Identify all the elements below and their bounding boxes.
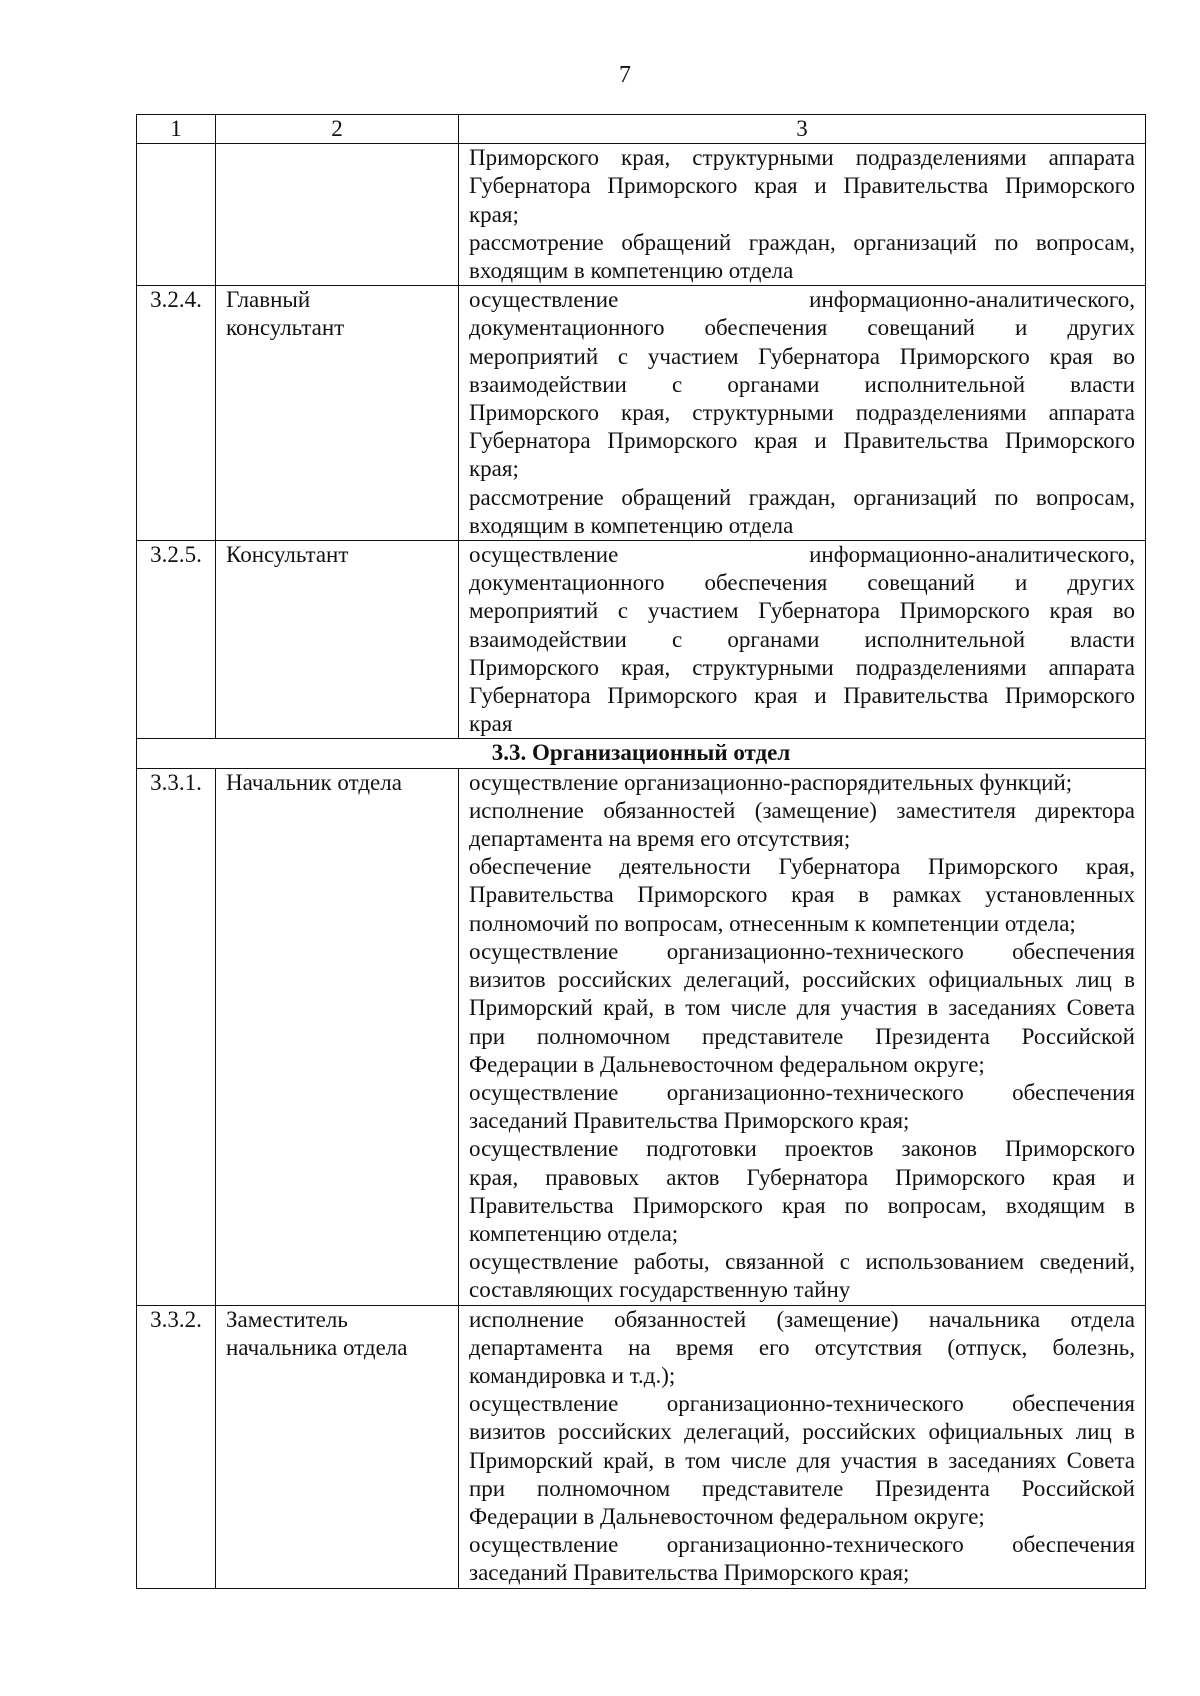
row-code: 3.3.1. bbox=[137, 768, 216, 1305]
duty-item bbox=[459, 229, 1145, 285]
duty-item bbox=[459, 797, 1145, 853]
duty-item bbox=[459, 769, 1145, 797]
duty-line: составляющих государственную тайну bbox=[469, 1277, 851, 1303]
duty-line: Губернатора Приморского края и Правительства Приморского bbox=[469, 428, 1135, 454]
section-row bbox=[137, 739, 1146, 768]
duty-line: Федерации в Дальневосточном федеральном округе; bbox=[469, 1503, 985, 1529]
duty-line: исполнение обязанностей (замещение) начальника отдела bbox=[469, 1306, 1135, 1332]
duty-line: Приморского края, структурными подразделениями аппарата bbox=[469, 400, 1135, 426]
page-number: 7 bbox=[619, 62, 631, 88]
duty-line: Федерации в Дальневосточном федеральном округе; bbox=[469, 1051, 985, 1077]
duties-table bbox=[136, 114, 1146, 1589]
duty-line: осуществление организационно-распорядительных функций; bbox=[469, 769, 1073, 795]
row-duties bbox=[459, 286, 1146, 541]
duty-line: визитов российских делегаций, российских официальных лиц в bbox=[469, 967, 1135, 993]
section-title: 3.3. Организационный отдел bbox=[137, 739, 1146, 768]
position-line: консультант bbox=[226, 315, 345, 341]
duty-line: Приморский край, в том числе для участия в заседаниях Совета bbox=[469, 1447, 1135, 1473]
duty-line: входящим в компетенцию отдела bbox=[469, 512, 794, 538]
duty-line: взаимодействии с органами исполнительной власти bbox=[469, 371, 1135, 397]
header-col-2: 2 bbox=[216, 115, 459, 144]
duty-line: входящим в компетенцию отдела bbox=[469, 258, 794, 284]
row-duties bbox=[459, 768, 1146, 1305]
duty-line: заседаний Правительства Приморского края; bbox=[469, 1560, 910, 1586]
position-line: Начальник отдела bbox=[226, 769, 402, 795]
duty-line: мероприятий с участием Губернатора Приморского края во bbox=[469, 598, 1135, 624]
row-code bbox=[137, 144, 216, 286]
row-position bbox=[216, 768, 459, 1305]
duty-line: Губернатора Приморского края и Правительства Приморского bbox=[469, 683, 1135, 709]
duty-item bbox=[459, 938, 1145, 1079]
table-row bbox=[137, 286, 1146, 541]
table-row bbox=[137, 768, 1146, 1305]
duty-line: Губернатора Приморского края и Правительства Приморского bbox=[469, 173, 1135, 199]
row-duties bbox=[459, 144, 1146, 286]
duty-line: компетенцию отдела; bbox=[469, 1220, 679, 1246]
position-line: Заместитель bbox=[226, 1306, 348, 1332]
duty-item bbox=[459, 1248, 1145, 1304]
duty-line: командировка и т.д.); bbox=[469, 1362, 676, 1388]
duty-line: исполнение обязанностей (замещение) заместителя директора bbox=[469, 797, 1135, 823]
duty-line: осуществление подготовки проектов законов Приморского bbox=[469, 1136, 1135, 1162]
duty-item bbox=[459, 541, 1145, 738]
row-position bbox=[216, 286, 459, 541]
duty-item bbox=[459, 1531, 1145, 1587]
duty-item bbox=[459, 484, 1145, 540]
row-position bbox=[216, 541, 459, 739]
duty-line: осуществление информационно-аналитического, bbox=[469, 287, 1135, 313]
header-col-1: 1 bbox=[137, 115, 216, 144]
duty-line: рассмотрение обращений граждан, организаций по вопросам, bbox=[469, 484, 1135, 510]
duty-line: Приморского края, структурными подразделениями аппарата bbox=[469, 654, 1135, 680]
row-duties bbox=[459, 1305, 1146, 1588]
duty-line: края; bbox=[469, 456, 519, 482]
duty-item bbox=[459, 853, 1145, 938]
duty-line: полномочий по вопросам, отнесенным к компетенции отдела; bbox=[469, 910, 1076, 936]
table-row bbox=[137, 144, 1146, 286]
position-line: начальника отдела bbox=[226, 1334, 408, 1360]
duty-item bbox=[459, 1079, 1145, 1135]
table-row bbox=[137, 541, 1146, 739]
duty-item bbox=[459, 1306, 1145, 1391]
duty-line: взаимодействии с органами исполнительной власти bbox=[469, 626, 1135, 652]
row-code: 3.3.2. bbox=[137, 1305, 216, 1588]
duty-item bbox=[459, 1135, 1145, 1248]
position-line: Консультант bbox=[226, 542, 349, 568]
duty-line: Приморский край, в том числе для участия в заседаниях Совета bbox=[469, 995, 1135, 1021]
duty-line: Приморского края, структурными подразделениями аппарата bbox=[469, 145, 1135, 171]
duty-line: документационного обеспечения совещаний и других bbox=[469, 570, 1135, 596]
row-code: 3.2.5. bbox=[137, 541, 216, 739]
duty-line: заседаний Правительства Приморского края; bbox=[469, 1108, 910, 1134]
duty-line: при полномочном представителе Президента Российской bbox=[469, 1023, 1135, 1049]
row-duties bbox=[459, 541, 1146, 739]
duty-line: Правительства Приморского края в рамках установленных bbox=[469, 882, 1135, 908]
duty-line: края bbox=[469, 711, 513, 737]
duty-item bbox=[459, 144, 1145, 229]
duty-line: края; bbox=[469, 201, 519, 227]
duty-line: осуществление работы, связанной с использованием сведений, bbox=[469, 1249, 1135, 1275]
row-code: 3.2.4. bbox=[137, 286, 216, 541]
duty-item bbox=[459, 286, 1145, 483]
duty-line: осуществление организационно-технического обеспечения bbox=[469, 1391, 1135, 1417]
row-position bbox=[216, 1305, 459, 1588]
duty-line: документационного обеспечения совещаний и других bbox=[469, 315, 1135, 341]
duty-line: департамента на время его отсутствия (отпуск, болезнь, bbox=[469, 1334, 1135, 1360]
duty-line: рассмотрение обращений граждан, организаций по вопросам, bbox=[469, 229, 1135, 255]
duty-line: Правительства Приморского края по вопросам, входящим в bbox=[469, 1192, 1135, 1218]
duty-line: при полномочном представителе Президента Российской bbox=[469, 1475, 1135, 1501]
table-row bbox=[137, 1305, 1146, 1588]
duty-line: края, правовых актов Губернатора Приморского края и bbox=[469, 1164, 1135, 1190]
row-position bbox=[216, 144, 459, 286]
duty-line: обеспечение деятельности Губернатора Приморского края, bbox=[469, 854, 1135, 880]
table-header-row bbox=[137, 115, 1146, 144]
duty-line: визитов российских делегаций, российских официальных лиц в bbox=[469, 1419, 1135, 1445]
duty-line: департамента на время его отсутствия; bbox=[469, 826, 851, 852]
duty-line: осуществление организационно-технического обеспечения bbox=[469, 1532, 1135, 1558]
position-line: Главный bbox=[226, 287, 311, 313]
duty-line: осуществление организационно-технического обеспечения bbox=[469, 1079, 1135, 1105]
header-col-3: 3 bbox=[459, 115, 1146, 144]
duty-line: мероприятий с участием Губернатора Приморского края во bbox=[469, 343, 1135, 369]
duty-line: осуществление организационно-технического обеспечения bbox=[469, 938, 1135, 964]
duties-table-body bbox=[137, 115, 1146, 1589]
duty-item bbox=[459, 1390, 1145, 1531]
duty-line: осуществление информационно-аналитического, bbox=[469, 542, 1135, 568]
